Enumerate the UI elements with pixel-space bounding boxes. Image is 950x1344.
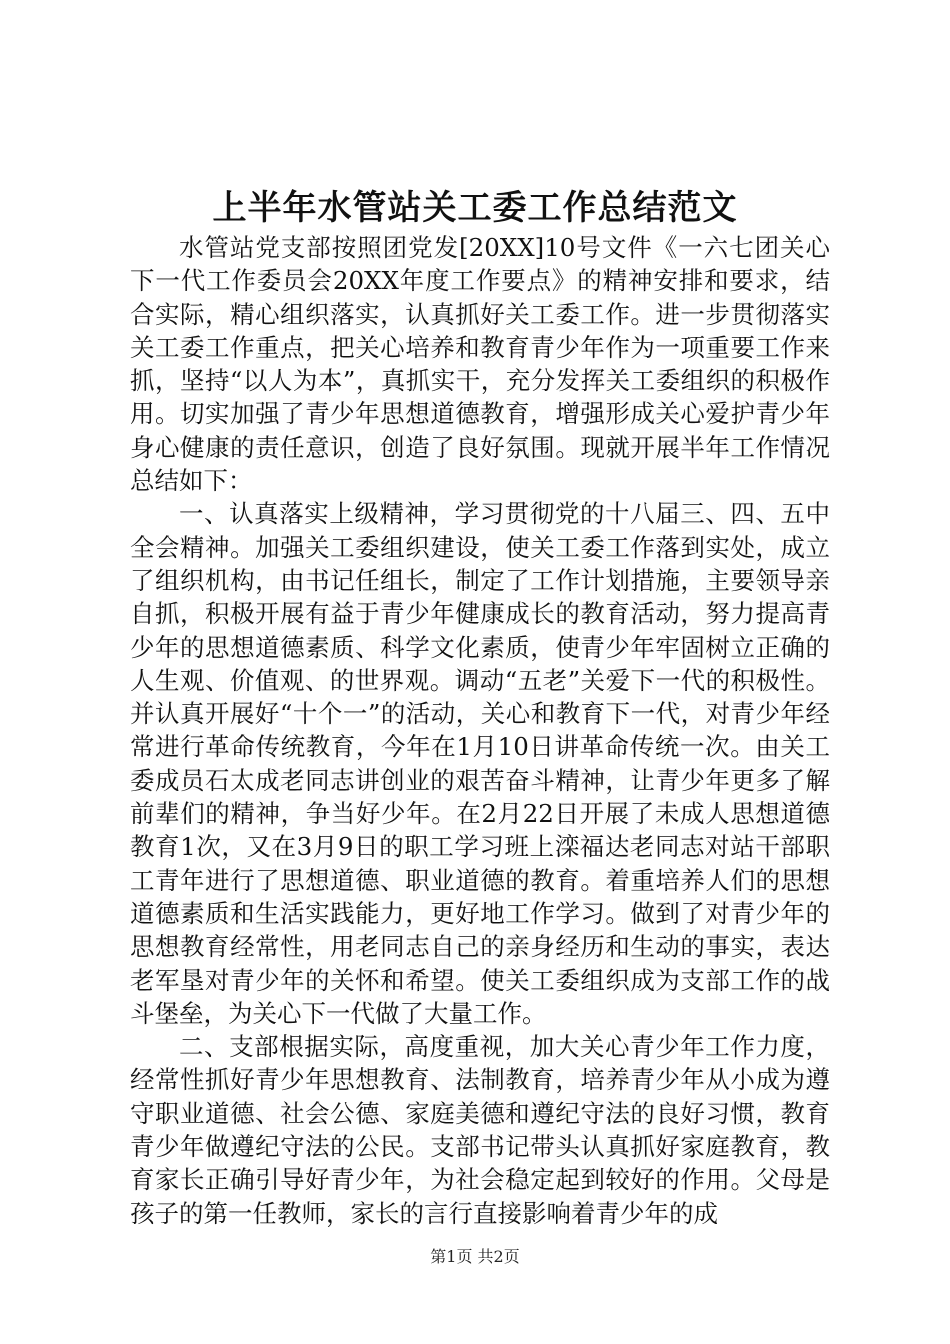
paragraph-section-two: 二、支部根据实际，高度重视，加大关心青少年工作力度，经常性抓好青少年思想教育、法制教育，培养青少年从小成为遵守职业道德、社会公德、家庭美德和遵纪守法的良好习惯，教育青少年做遵纪守法的公民。支部书记带头认真抓好家庭教育，教育家长正确引导好青少年，为社会稳定起到较好的作用。父母是孩子的第一任教师，家长的言行直接影响着青少年的成 [130,1032,830,1228]
page-number-footer: 第1页 共2页 [430,1247,520,1266]
document-title: 上半年水管站关工委工作总结范文 [212,188,738,228]
document-body [130,231,830,1230]
paragraph-section-one: 一、认真落实上级精神，学习贯彻党的十八届三、四、五中全会精神。加强关工委组织建设，使关工委工作落到实处，成立了组织机构，由书记任组长，制定了工作计划措施，主要领导亲自抓，积极开展有益于青少年健康成长的教育活动，努力提高青少年的思想道德素质、科学文化素质，使青少年牢固树立正确的人生观、价值观、的世界观。调动“五老”关爱下一代的积极性。并认真开展好“十个一”的活动，关心和教育下一代，对青少年经常进行革命传统教育，今年在1月10日讲革命传统一次。由关工委成员石太成老同志讲创业的艰苦奋斗精神，让青少年更多了解前辈们的精神，争当好少年。在2月22日开展了未成人思想道德教育1次，又在3月9日的职工学习班上滦福达老同志对站干部职工青年进行了思想道德、职业道德的教育。着重培养人们的思想道德素质和生活实践能力，更好地工作学习。做到了对青少年的思想教育经常性，用老同志自己的亲身经历和生动的事实，表达老军垦对青少年的关怀和希望。使关工委组织成为支部工作的战斗堡垒，为关心下一代做了大量工作。 [130,499,830,1028]
paragraph-intro: 水管站党支部按照团党发[20XX]10号文件《一六七团关心下一代工作委员会20XX年度工作要点》的精神安排和要求，结合实际，精心组织落实，认真抓好关工委工作。进一步贯彻落实关工委工作重点，把关心培养和教育青少年作为一项重要工作来抓，坚持“以人为本”，真抓实干，充分发挥关工委组织的积极作用。切实加强了青少年思想道德教育，增强形成关心爱护青少年身心健康的责任意识，创造了良好氛围。现就开展半年工作情况总结如下： [130,233,830,496]
